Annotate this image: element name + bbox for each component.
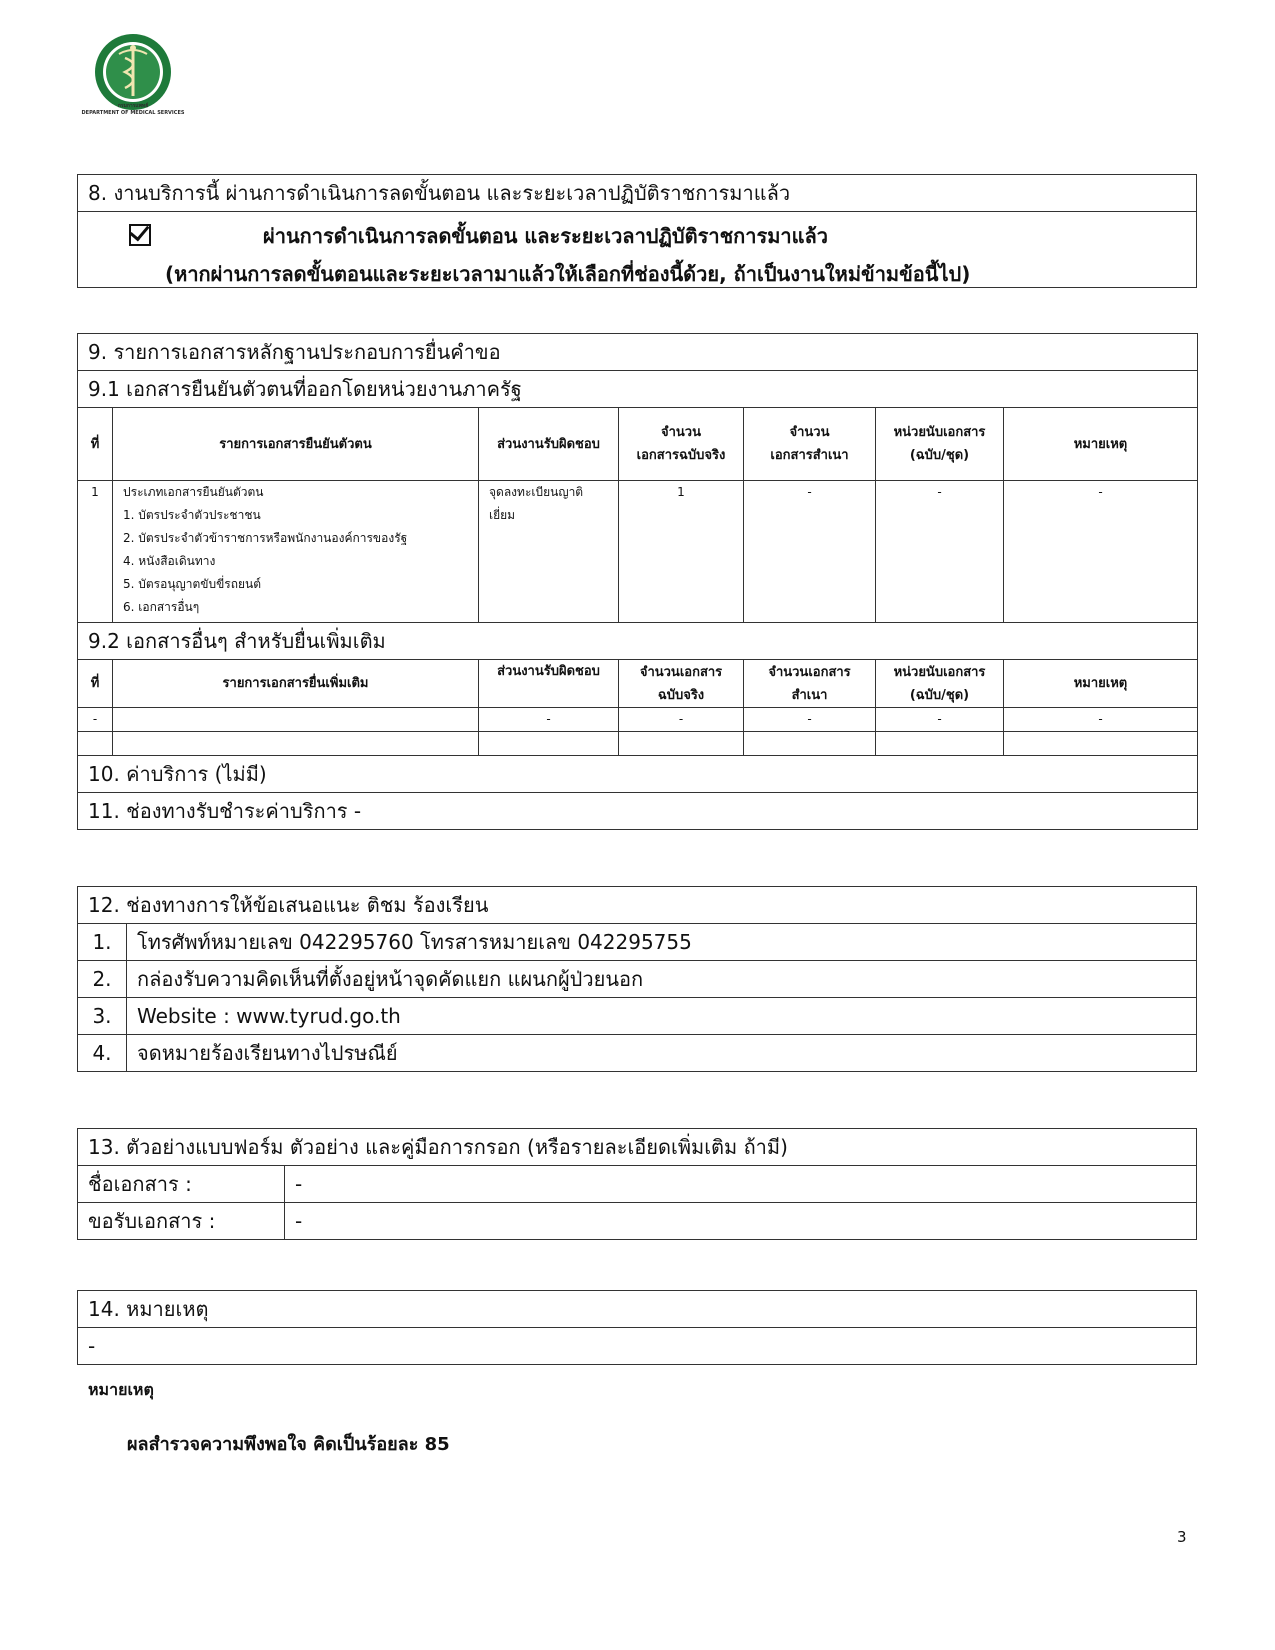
row-copy: - <box>744 481 876 623</box>
row-dept <box>479 481 619 623</box>
list-item: 1. บัตรประจำตัวประชาชน <box>123 508 261 522</box>
section-8-check-label: ผ่านการดำเนินการลดขั้นตอน และระยะเวลาปฏิบัติราชการมาแล้ว <box>263 224 829 248</box>
col-dept-header: ส่วนงานรับผิดชอบ <box>479 660 619 708</box>
logo-caption-th: กรมการแพทย์ <box>117 103 149 109</box>
col-no-header: ที่ <box>78 660 113 708</box>
footer-note-text: ผลสำรวจความพึงพอใจ คิดเป็นร้อยละ 85 <box>127 1434 450 1455</box>
section-9-1-title: 9.1 เอกสารยืนยันตัวตนที่ออกโดยหน่วยงานภาครัฐ <box>78 371 1198 408</box>
doc-request-label: ขอรับเอกสาร : <box>78 1203 285 1240</box>
col-unit-header-1: หน่วยนับเอกสาร <box>893 664 986 680</box>
table-row <box>78 708 1198 732</box>
col-copy-header-2: สำเนา <box>791 687 828 703</box>
empty-cell <box>113 732 479 756</box>
row-remark: - <box>1004 481 1198 623</box>
col-orig-header <box>619 408 744 481</box>
section-14-value: - <box>78 1328 1197 1365</box>
section-8-table <box>77 174 1197 288</box>
section-13-table <box>77 1128 1197 1240</box>
item-no: 2. <box>78 961 127 998</box>
row-dept-line-1: จุดลงทะเบียนญาติ <box>489 485 584 499</box>
item-text: กล่องรับความคิดเห็นที่ตั้งอยู่หน้าจุดคัดแยก แผนกผู้ป่วยนอก <box>127 961 1197 998</box>
col-unit-header <box>876 408 1004 481</box>
footer-note-title: หมายเหตุ <box>88 1380 154 1399</box>
row-unit: - <box>876 708 1004 732</box>
col-unit-header <box>876 660 1004 708</box>
col-remark-header: หมายเหตุ <box>1004 408 1198 481</box>
row-dept-line-2: เยี่ยม <box>489 508 516 522</box>
row-copy: - <box>744 708 876 732</box>
section-14-title: 14. หมายเหตุ <box>78 1291 1197 1328</box>
row-orig: 1 <box>619 481 744 623</box>
row-unit: - <box>876 481 1004 623</box>
col-copy-header-1: จำนวน <box>789 425 830 440</box>
doc-request-value: - <box>285 1203 1197 1240</box>
col-orig-header <box>619 660 744 708</box>
section-8-title: 8. งานบริการนี้ ผ่านการดำเนินการลดขั้นตอน และระยะเวลาปฏิบัติราชการมาแล้ว <box>78 175 1197 212</box>
col-dept-header: ส่วนงานรับผิดชอบ <box>479 408 619 481</box>
list-item: 6. เอกสารอื่นๆ <box>123 600 200 614</box>
row-item-list <box>113 481 479 623</box>
section-14-table <box>77 1290 1197 1365</box>
empty-cell <box>619 732 744 756</box>
row-item <box>113 708 479 732</box>
empty-cell <box>479 732 619 756</box>
list-item <box>78 1035 1197 1072</box>
section-8-check-note: (หากผ่านการลดขั้นตอนและระยะเวลามาแล้วให้เลือกที่ช่องนี้ด้วย, ถ้าเป็นงานใหม่ข้ามข้อนี้ไป) <box>165 262 971 286</box>
logo-caption-en: DEPARTMENT OF MEDICAL SERVICES <box>81 110 185 116</box>
list-item: ประเภทเอกสารยืนยันตัวตน <box>123 485 264 499</box>
row-no: 1 <box>78 481 113 623</box>
table-row <box>78 481 1198 623</box>
list-item: 4. หนังสือเดินทาง <box>123 554 216 568</box>
logo-caption <box>80 103 186 117</box>
col-no-header: ที่ <box>78 408 113 481</box>
col-orig-header-2: เอกสารฉบับจริง <box>636 448 726 463</box>
empty-cell <box>876 732 1004 756</box>
list-item <box>78 998 1197 1035</box>
item-no: 4. <box>78 1035 127 1072</box>
empty-cell <box>1004 732 1198 756</box>
col-copy-header-2: เอกสารสำเนา <box>770 448 849 463</box>
list-item <box>78 924 1197 961</box>
col-orig-header-2: ฉบับจริง <box>657 687 705 703</box>
list-item <box>78 961 1197 998</box>
item-text: โทรศัพท์หมายเลข 042295760 โทรสารหมายเลข 042295755 <box>127 924 1197 961</box>
doc-name-label: ชื่อเอกสาร : <box>78 1166 285 1203</box>
section-12-title: 12. ช่องทางการให้ข้อเสนอแนะ ติชม ร้องเรียน <box>78 887 1197 924</box>
page-number: 3 <box>1177 1528 1187 1546</box>
section-8-check-cell <box>78 212 1197 288</box>
empty-cell <box>744 732 876 756</box>
list-item: 5. บัตรอนุญาตขับขี่รถยนต์ <box>123 577 262 591</box>
section-11-title: 11. ช่องทางรับชำระค่าบริการ - <box>78 793 1198 830</box>
col-unit-header-2: (ฉบับ/ชุด) <box>909 448 970 463</box>
section-9-table <box>77 333 1198 830</box>
item-text: จดหมายร้องเรียนทางไปรษณีย์ <box>127 1035 1197 1072</box>
section-13-title: 13. ตัวอย่างแบบฟอร์ม ตัวอย่าง และคู่มือการกรอก (หรือรายละเอียดเพิ่มเติม ถ้ามี) <box>78 1129 1197 1166</box>
item-no: 3. <box>78 998 127 1035</box>
col-remark-header: หมายเหตุ <box>1004 660 1198 708</box>
col-unit-header-2: (ฉบับ/ชุด) <box>909 687 970 703</box>
doc-table-header <box>78 408 1198 481</box>
table-row-empty <box>78 732 1198 756</box>
col-copy-header <box>744 408 876 481</box>
col-item-header: รายการเอกสารยืนยันตัวตน <box>113 408 479 481</box>
doc-table-header <box>78 660 1198 708</box>
row-remark: - <box>1004 708 1198 732</box>
col-orig-header-1: จำนวนเอกสาร <box>639 664 723 680</box>
list-item: 2. บัตรประจำตัวข้าราชการหรือพนักงานองค์การของรัฐ <box>123 531 408 545</box>
section-9-2-title: 9.2 เอกสารอื่นๆ สำหรับยื่นเพิ่มเติม <box>78 623 1198 660</box>
item-no: 1. <box>78 924 127 961</box>
row-dept: - <box>479 708 619 732</box>
checked-checkbox-icon[interactable] <box>129 224 151 246</box>
row-orig: - <box>619 708 744 732</box>
col-copy-header-1: จำนวนเอกสาร <box>768 664 851 680</box>
website-link[interactable]: Website : www.tyrud.go.th <box>127 998 1197 1035</box>
empty-cell <box>78 732 113 756</box>
section-9-title: 9. รายการเอกสารหลักฐานประกอบการยื่นคำขอ <box>78 334 1198 371</box>
row-no: - <box>78 708 113 732</box>
section-10-title: 10. ค่าบริการ (ไม่มี) <box>78 756 1198 793</box>
doc-name-value: - <box>285 1166 1197 1203</box>
col-unit-header-1: หน่วยนับเอกสาร <box>893 425 986 440</box>
col-copy-header <box>744 660 876 708</box>
section-12-table <box>77 886 1197 1072</box>
col-item-header: รายการเอกสารยื่นเพิ่มเติม <box>113 660 479 708</box>
col-orig-header-1: จำนวน <box>661 425 701 440</box>
